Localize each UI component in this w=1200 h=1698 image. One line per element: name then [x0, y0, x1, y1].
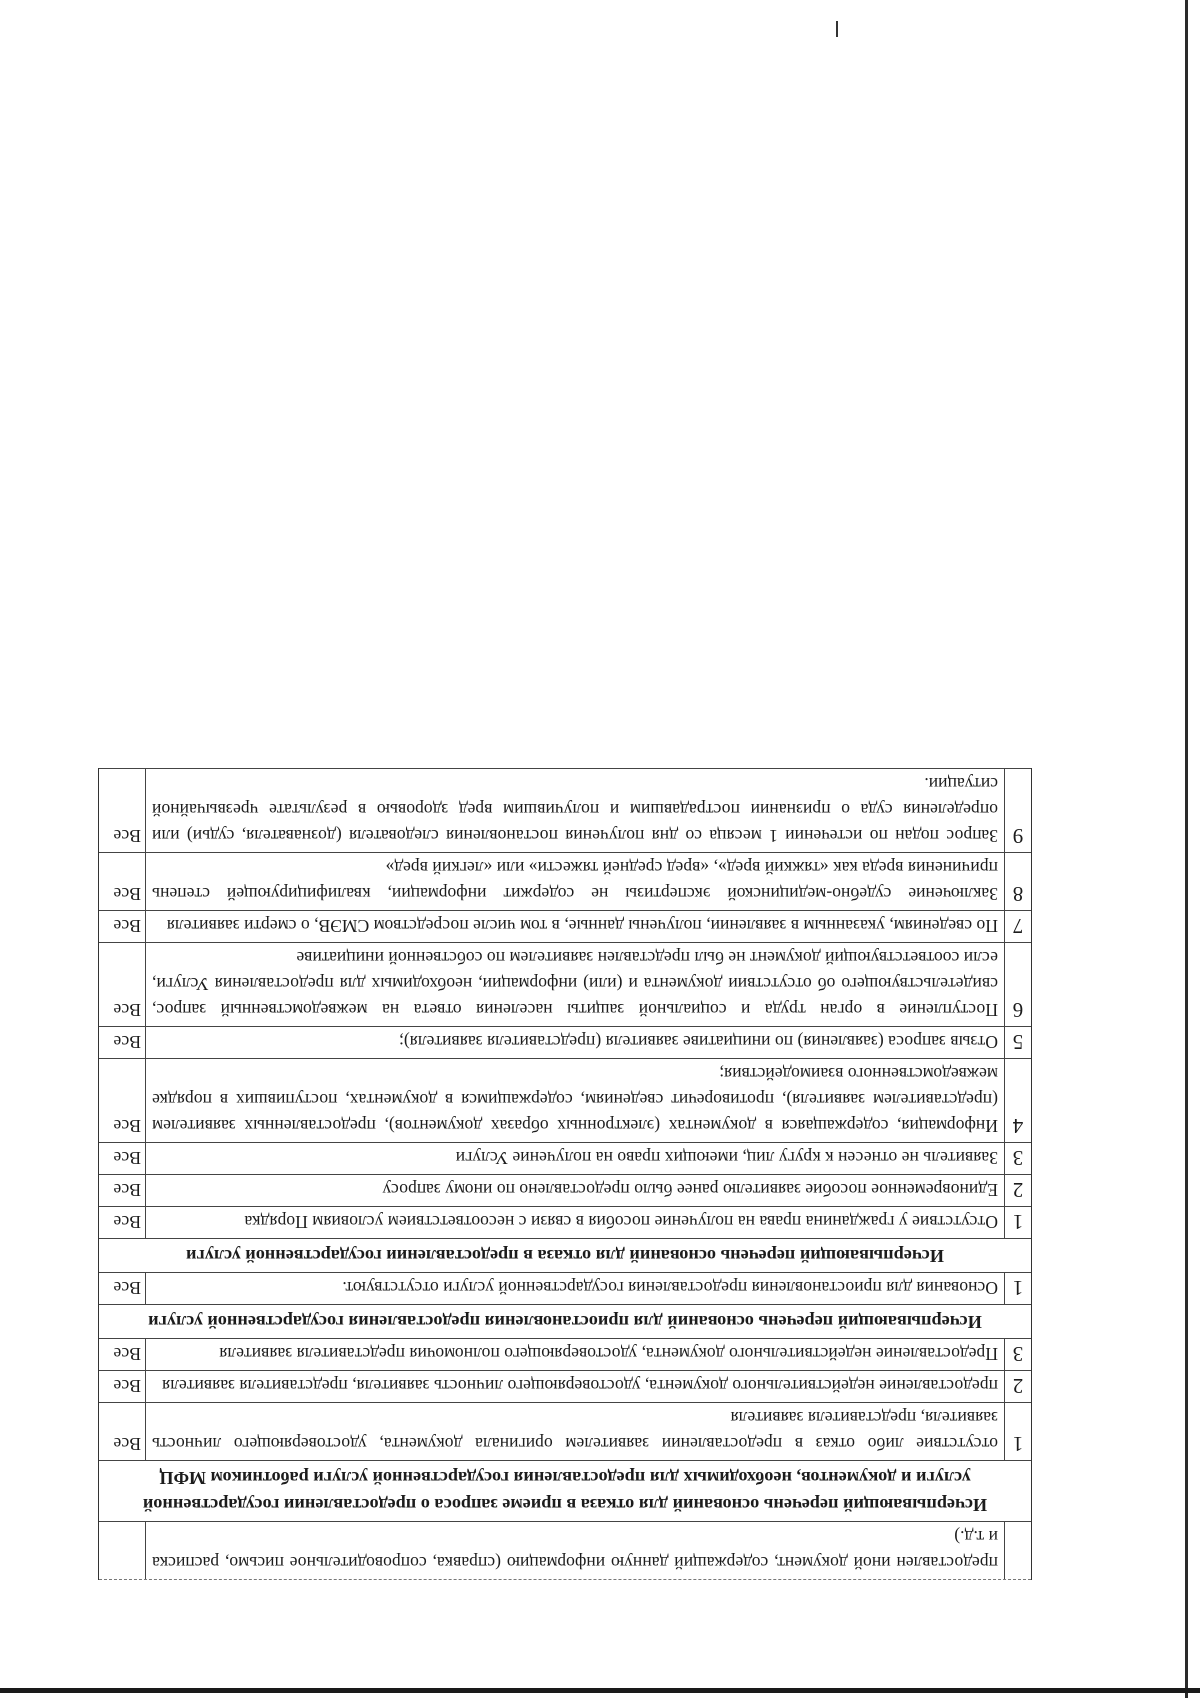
row-text: Заключение судебно-медицинской экспертизы не содержит информации, квалифицирующей степень причинения вреда как «тяжкий вред», «вред средней тяжести» или «легкий вред»	[145, 853, 1004, 910]
applicant-category: Все	[113, 916, 141, 936]
scan-edge-line	[1185, 0, 1188, 1698]
table-row	[99, 1521, 1031, 1580]
row-text: Заявитель не отнесен к кругу лиц, имеющих право на получение Услуги	[145, 1143, 1004, 1174]
row-text: Основания для приостановления предоставления государственной услуги отсутствуют.	[145, 1273, 1004, 1304]
table-row	[99, 1272, 1031, 1304]
row-text: предоставление недействительного документа, удостоверяющего личность заявителя, представителя заявителя	[145, 1371, 1004, 1402]
section-heading: Исчерпывающий перечень оснований для отказа в предоставлении государственной услуги	[99, 1238, 1031, 1272]
table-row	[99, 1142, 1031, 1174]
row-number: 3	[1004, 1339, 1031, 1370]
row-number: 4	[1004, 1059, 1031, 1142]
applicant-category: Все	[113, 826, 141, 846]
document-table	[98, 768, 1032, 1580]
row-number: 8	[1004, 853, 1031, 910]
applicant-category: Все	[113, 1116, 141, 1136]
row-text: Предоставление недействительного документа, удостоверяющего полномочия представителя заявителя	[145, 1339, 1004, 1370]
row-text: Поступление в орган труда и социальной защиты населения ответа на межведомственный запрос, свидетельствующего об отсутствии документа и (или) информации, необходимых для предоставления Услуги, если соответствующий документ не был представлен заявителем по собственной инициативе	[145, 943, 1004, 1026]
applicant-category: Все	[113, 1032, 141, 1052]
row-text: Запрос подан по истечении 1 месяца со дня получения постановления следователя (дознавателя, судьи) или определения суда о признании пострадавшим и получившим вред здоровью в результате чрезвычайной ситуации.	[145, 769, 1004, 852]
table-row	[99, 852, 1031, 910]
table-row	[99, 1026, 1031, 1058]
applicant-category	[99, 1522, 145, 1579]
section-heading: Исчерпывающий перечень оснований для приостановления предоставления государственной услуги	[99, 1304, 1031, 1338]
section-heading: Исчерпывающий перечень оснований для отказа в приеме запроса о предоставлении государственной услуги и документов, необходимых для предоставления государственной услуги работником МФЦ	[99, 1460, 1031, 1521]
row-number: 9	[1004, 769, 1031, 852]
scan-speck	[836, 21, 838, 37]
applicant-category: Все	[113, 1278, 141, 1298]
table-row	[99, 1174, 1031, 1206]
applicant-category: Все	[113, 1148, 141, 1168]
row-number: 3	[1004, 1143, 1031, 1174]
applicant-category: Все	[113, 1434, 141, 1454]
applicant-category: Все	[113, 1344, 141, 1364]
row-text: По сведениям, указанным в заявлении, получены данные, в том числе посредством СМЭВ, о смерти заявителя	[145, 911, 1004, 942]
row-text: Отзыв запроса (заявления) по инициативе заявителя (представителя заявителя);	[145, 1027, 1004, 1058]
table-row	[99, 910, 1031, 942]
row-text: отсутствие либо отказ в предоставлении заявителем оригинала документа, удостоверяющего личность заявителя, представителя заявителя	[145, 1403, 1004, 1460]
continuation-text: предоставлен иной документ, содержащий данную информацию (справка, сопроводительное письмо, расписка и т.д.)	[145, 1522, 1004, 1579]
table-row	[99, 942, 1031, 1026]
applicant-category: Все	[113, 1376, 141, 1396]
row-number: 7	[1004, 911, 1031, 942]
row-text: Единовременное пособие заявителю ранее было предоставлено по иному запросу	[145, 1175, 1004, 1206]
row-number: 1	[1004, 1403, 1031, 1460]
applicant-category: Все	[113, 1180, 141, 1200]
table-row	[99, 1206, 1031, 1238]
applicant-category: Все	[113, 1000, 141, 1020]
applicant-category: Все	[113, 884, 141, 904]
row-number: 1	[1004, 1207, 1031, 1238]
row-number: 6	[1004, 943, 1031, 1026]
row-number: 5	[1004, 1027, 1031, 1058]
row-text: Отсутствие у гражданина права на получение пособия в связи с несоответствием условиям Порядка	[145, 1207, 1004, 1238]
row-number: 1	[1004, 1273, 1031, 1304]
table-row	[99, 1370, 1031, 1402]
row-number: 2	[1004, 1371, 1031, 1402]
table-row	[99, 1058, 1031, 1142]
row-number	[1004, 1522, 1031, 1579]
row-number: 2	[1004, 1175, 1031, 1206]
applicant-category: Все	[113, 1212, 141, 1232]
row-text: Информация, содержащаяся в документах (электронных образах документов), предоставленных заявителем (представителем заявителя), противоречит сведениям, содержащимся в документах, поступивших в порядке межведомственного взаимодействия;	[145, 1059, 1004, 1142]
scan-edge-line	[0, 1688, 1200, 1693]
table-row	[99, 1338, 1031, 1370]
table-row	[99, 1402, 1031, 1460]
table-row	[99, 768, 1031, 852]
